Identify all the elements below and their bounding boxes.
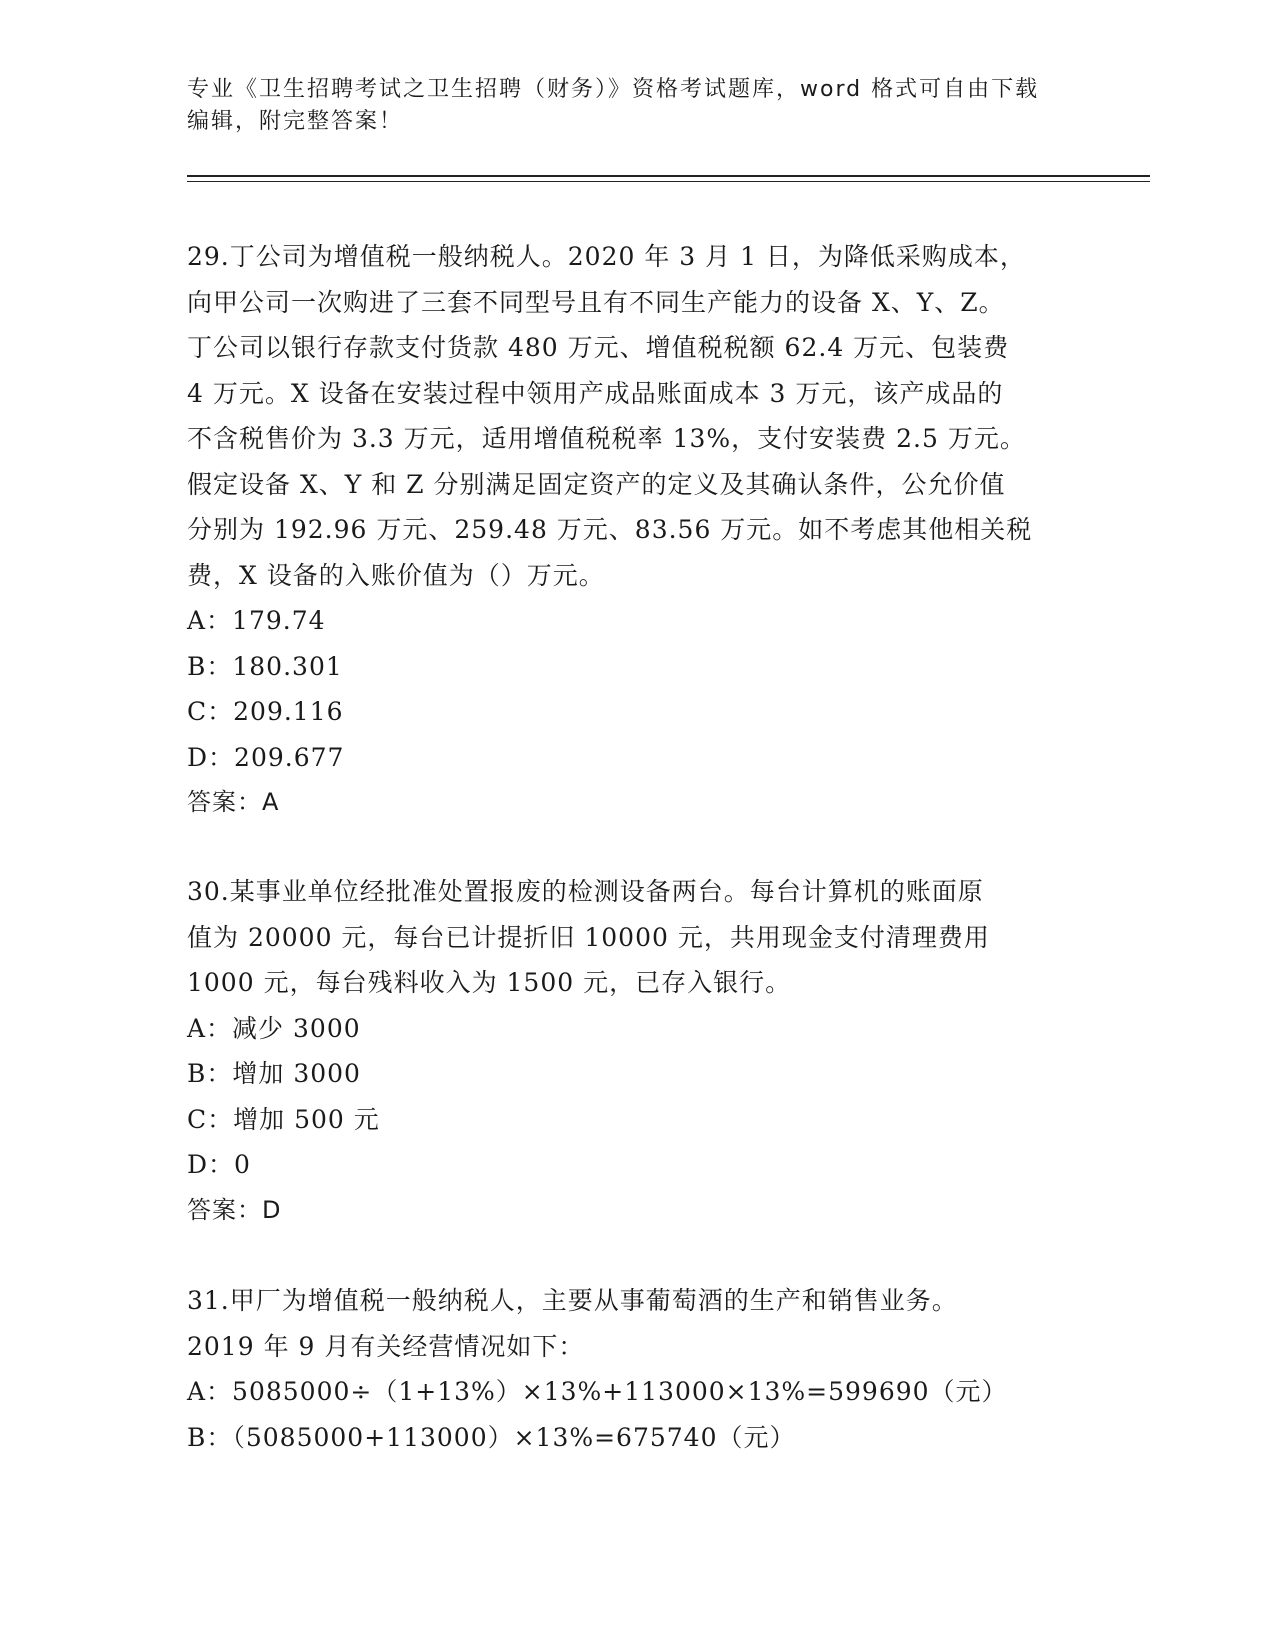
question-stem-line: 费，X 设备的入账价值为（）万元。: [187, 560, 605, 590]
question-stem-line: 丁公司以银行存款支付货款 480 万元、增值税税额 62.4 万元、包装费: [187, 333, 1010, 362]
header-line: 专业《卫生招聘考试之卫生招聘（财务）》资格考试题库，word 格式可自由下载: [187, 77, 1040, 102]
question-30: [187, 869, 1087, 1233]
question-stem-line: 1000 元，每台残料收入为 1500 元，已存入银行。: [187, 968, 792, 997]
header-divider-thin: [187, 181, 1150, 182]
answer-line: 答案：A: [187, 788, 280, 816]
question-stem-line: 2019 年 9 月有关经营情况如下：: [187, 1331, 585, 1361]
option-b: B：180.301: [187, 651, 343, 681]
option-b: B：（5085000+113000）×13%=675740（元）: [187, 1422, 796, 1452]
header-divider: [187, 175, 1150, 177]
answer-line: 答案：D: [187, 1195, 282, 1224]
document-header: [187, 74, 1087, 138]
question-stem-line: 分别为 192.96 万元、259.48 万元、83.56 万元。如不考虑其他相关税: [187, 515, 1033, 544]
option-c: C：209.116: [187, 697, 344, 726]
question-29: [187, 234, 1087, 826]
option-d: D：0: [187, 1150, 251, 1179]
question-stem-line: 31.甲厂为增值税一般纳税人，主要从事葡萄酒的生产和销售业务。: [187, 1286, 958, 1315]
option-a: A：5085000÷（1+13%）×13%+113000×13%=599690（元）: [187, 1377, 1008, 1406]
question-stem-line: 29.丁公司为增值税一般纳税人。2020 年 3 月 1 日，为降低采购成本，: [187, 242, 1026, 271]
question-stem-line: 向甲公司一次购进了三套不同型号且有不同生产能力的设备 X、Y、Z。: [187, 287, 1005, 317]
option-d: D：209.677: [187, 742, 345, 772]
option-a: A：179.74: [187, 606, 326, 635]
header-line: 编辑，附完整答案！: [187, 109, 404, 134]
option-c: C：增加 500 元: [187, 1104, 380, 1134]
question-stem-line: 不含税售价为 3.3 万元，适用增值税税率 13%，支付安装费 2.5 万元。: [187, 424, 1026, 453]
question-stem-line: 值为 20000 元，每台已计提折旧 10000 元，共用现金支付清理费用: [187, 922, 990, 952]
question-stem-line: 30.某事业单位经批准处置报废的检测设备两台。每台计算机的账面原: [187, 877, 984, 906]
question-stem-line: 4 万元。X 设备在安装过程中领用产成品账面成本 3 万元，该产成品的: [187, 378, 1004, 408]
question-stem-line: 假定设备 X、Y 和 Z 分别满足固定资产的定义及其确认条件，公允价值: [187, 469, 1006, 499]
option-b: B：增加 3000: [187, 1059, 361, 1088]
question-31: [187, 1278, 1087, 1460]
option-a: A：减少 3000: [187, 1013, 361, 1043]
